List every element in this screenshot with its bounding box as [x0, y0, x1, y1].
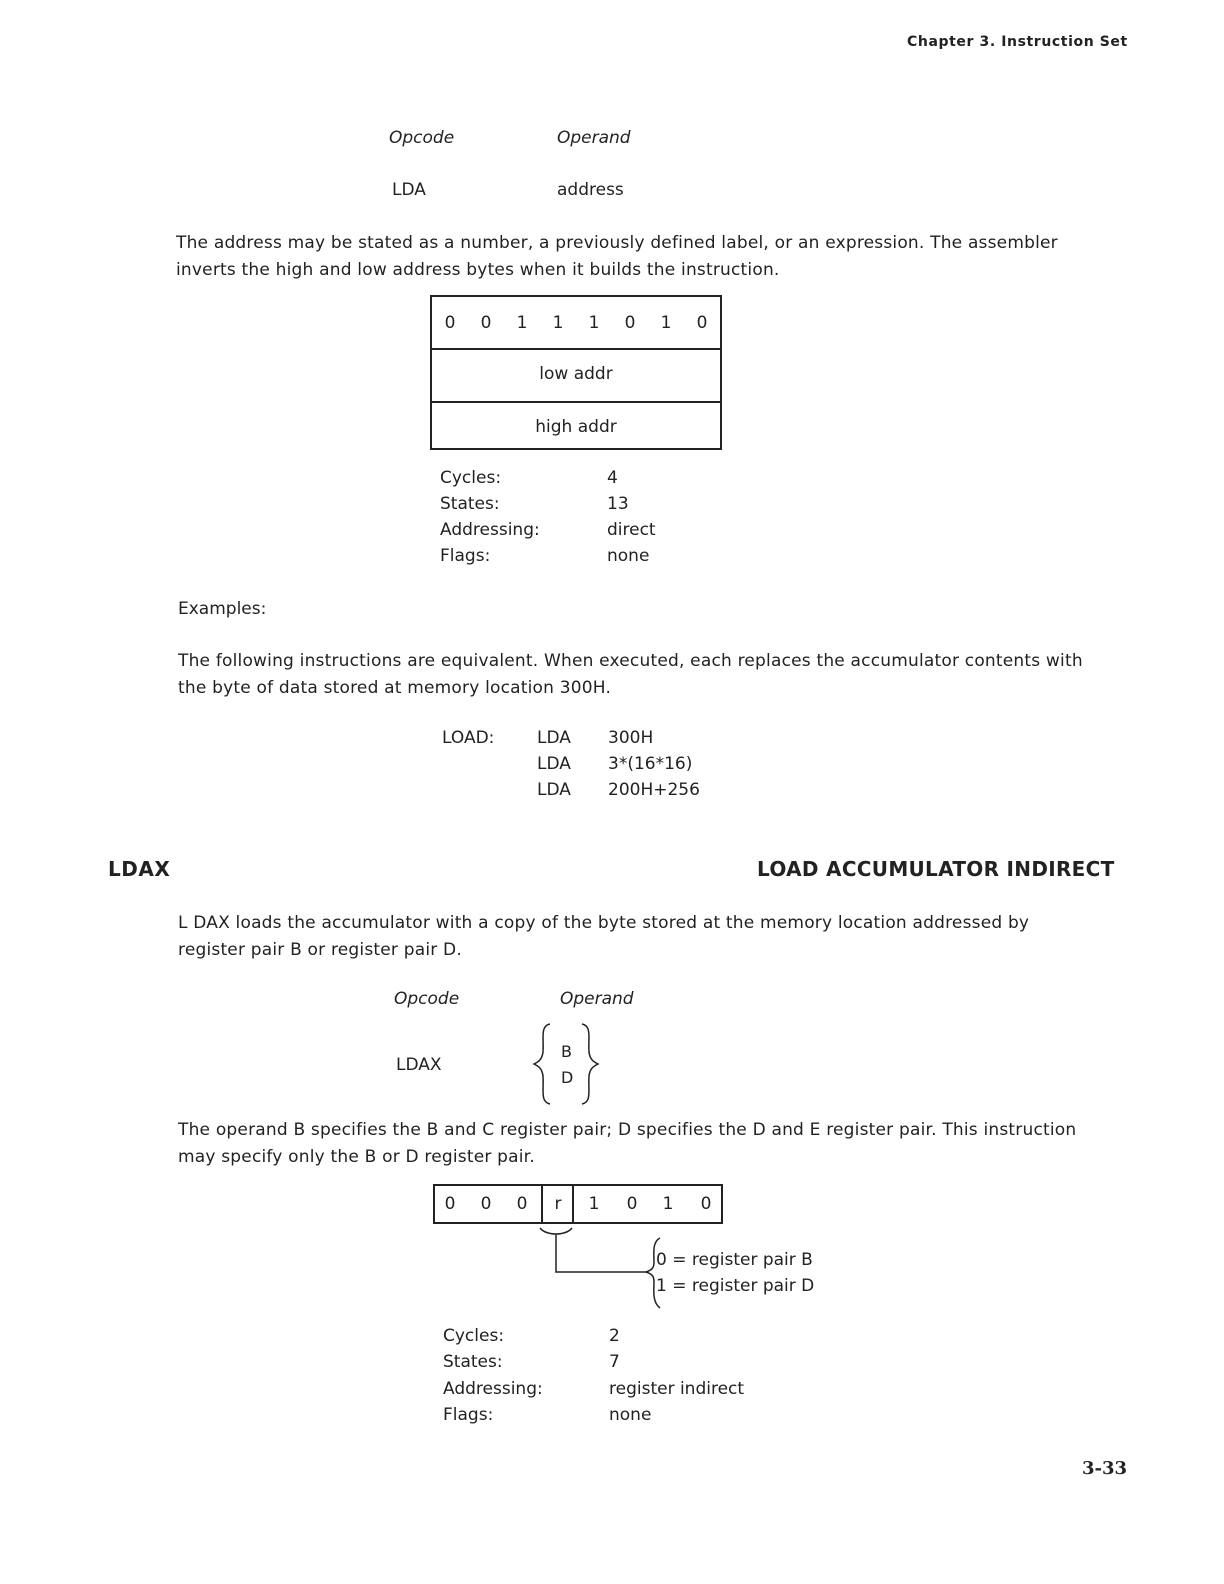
- lda-spec-value: none: [607, 546, 650, 566]
- ldax-spec-value: register indirect: [609, 1379, 745, 1399]
- page-number: 3-33: [1082, 1458, 1128, 1479]
- register-pair-d-note: 1 = register pair D: [656, 1276, 815, 1296]
- ldax-opcode-bits: [435, 1186, 721, 1222]
- bit: 0: [516, 1194, 528, 1214]
- bit: 1: [662, 1194, 674, 1214]
- divider: [432, 401, 720, 403]
- bit: 0: [444, 1194, 456, 1214]
- bit: 1: [588, 313, 600, 333]
- high-addr-row: high addr: [535, 417, 617, 437]
- ldax-operand-heading: Operand: [560, 989, 634, 1009]
- ldax-spec-label: Flags:: [443, 1405, 494, 1425]
- ldax-instruction-format: [433, 1184, 723, 1224]
- ldax-spec-value: 2: [609, 1326, 620, 1346]
- lda-spec-value: direct: [607, 520, 656, 540]
- register-select-connector-icon: [536, 1224, 666, 1312]
- ldax-spec-value: none: [609, 1405, 652, 1425]
- examples-description: The following instructions are equivalent. When executed, each replaces the accumulator contents with the byte of data stored at memory location 300H.: [178, 651, 1083, 698]
- register-bit: r: [554, 1194, 562, 1214]
- register-pair-b-note: 0 = register pair B: [656, 1250, 813, 1270]
- code-arg: 200H+256: [608, 780, 700, 800]
- bit: 1: [588, 1194, 600, 1214]
- code-op: LDA: [537, 780, 571, 800]
- bit: 0: [626, 1194, 638, 1214]
- bit: 0: [700, 1194, 712, 1214]
- lda-spec-label: Addressing:: [440, 520, 540, 540]
- ldax-opcode-heading: Opcode: [394, 989, 460, 1009]
- ldax-spec-value: 7: [609, 1352, 620, 1372]
- lda-spec-value: 13: [607, 494, 629, 514]
- lda-opcode-heading: Opcode: [389, 128, 455, 148]
- code-op: LDA: [537, 754, 571, 774]
- ldax-spec-label: Addressing:: [443, 1379, 543, 1399]
- examples-label: Examples:: [178, 599, 267, 619]
- divider: [541, 1186, 543, 1222]
- ldax-opcode: LDAX: [396, 1055, 442, 1075]
- code-label: LOAD:: [442, 728, 495, 748]
- bit: 0: [696, 313, 708, 333]
- lda-spec-label: States:: [440, 494, 500, 514]
- ldax-mnemonic-heading: LDAX: [108, 857, 171, 881]
- code-arg: 300H: [608, 728, 654, 748]
- bit: 0: [480, 313, 492, 333]
- lda-description: The address may be stated as a number, a previously defined label, or an expression. The assembler inverts the high and low address bytes when it builds the instruction.: [176, 233, 1058, 280]
- ldax-spec-label: Cycles:: [443, 1326, 505, 1346]
- lda-spec-value: 4: [607, 468, 618, 488]
- bit: 1: [516, 313, 528, 333]
- code-arg: 3*(16*16): [608, 754, 693, 774]
- operand-d: D: [561, 1068, 574, 1087]
- lda-operand-heading: Operand: [557, 128, 631, 148]
- ldax-intro: L DAX loads the accumulator with a copy of the byte stored at the memory location addressed by register pair B or register pair D.: [178, 913, 1030, 960]
- divider: [432, 348, 720, 350]
- bit: 0: [480, 1194, 492, 1214]
- lda-operand: address: [557, 180, 624, 200]
- lda-spec-label: Cycles:: [440, 468, 502, 488]
- ldax-spec-label: States:: [443, 1352, 503, 1372]
- bit: 1: [552, 313, 564, 333]
- code-op: LDA: [537, 728, 571, 748]
- bit: 0: [624, 313, 636, 333]
- chapter-header: Chapter 3. Instruction Set: [907, 34, 1128, 50]
- ldax-title-heading: LOAD ACCUMULATOR INDIRECT: [757, 857, 1115, 881]
- operand-b: B: [561, 1042, 572, 1061]
- bit: 0: [444, 313, 456, 333]
- ldax-description: The operand B specifies the B and C register pair; D specifies the D and E register pair. This instruction may specify only the B or D register pair.: [178, 1120, 1077, 1167]
- low-addr-row: low addr: [539, 364, 613, 384]
- lda-opcode: LDA: [392, 180, 426, 200]
- lda-spec-label: Flags:: [440, 546, 491, 566]
- lda-instruction-format: [430, 295, 722, 450]
- bit: 1: [660, 313, 672, 333]
- lda-opcode-bits: [432, 297, 720, 349]
- divider: [572, 1186, 574, 1222]
- operand-brace-icon: [528, 1022, 604, 1106]
